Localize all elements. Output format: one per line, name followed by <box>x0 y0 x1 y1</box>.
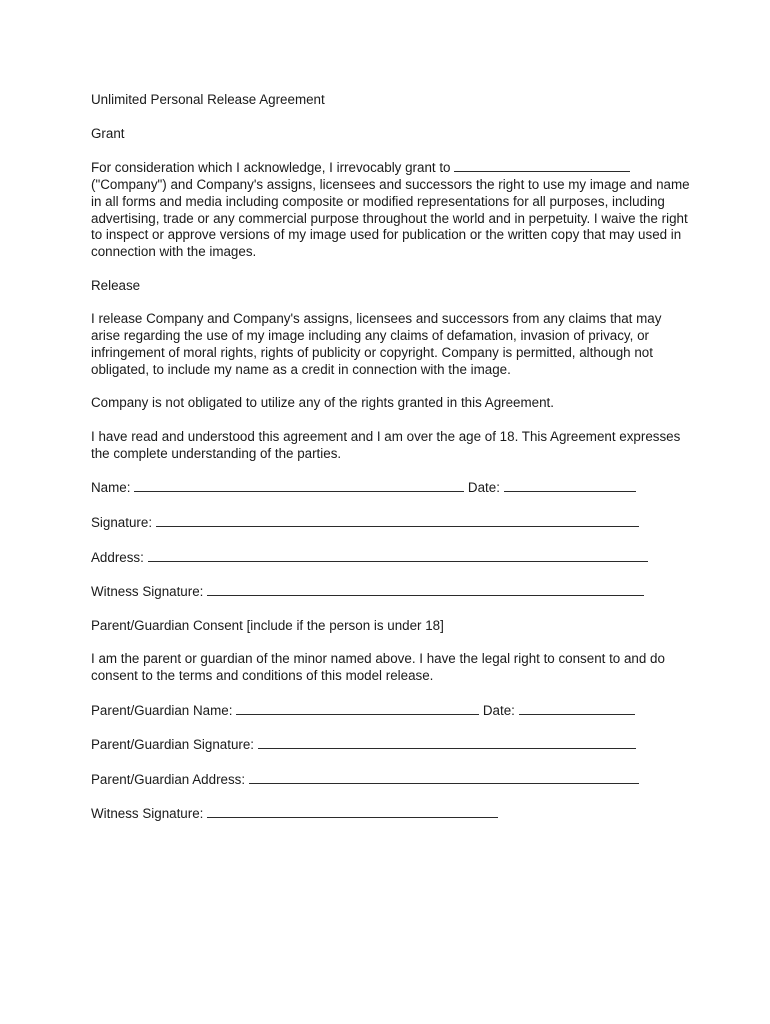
date-blank[interactable] <box>504 479 636 492</box>
release-paragraph: I release Company and Company's assigns, licensees and successors from any claims that may arise regarding the use of my image including any claims of defamation, invasion of privacy, or infringement of moral rights, rights of publicity or copyright. Company is permitted, although not obligated, to include my name as a credit in connection with the image. <box>91 311 662 377</box>
guardian-witness-signature-row <box>91 805 691 823</box>
date-label: Date: <box>467 480 500 496</box>
signature-label: Signature: <box>91 514 153 530</box>
guardian-address-label: Parent/Guardian Address: <box>91 771 246 787</box>
guardian-address-row <box>91 771 691 789</box>
guardian-name-blank[interactable] <box>236 702 479 715</box>
guardian-name-date-row <box>91 702 691 720</box>
release-agreement-document <box>91 92 691 840</box>
address-row <box>91 549 691 567</box>
understanding-paragraph: I have read and understood this agreement and I am over the age of 18. This Agreement expresses the complete understanding of the parties. <box>91 428 681 461</box>
grant-heading: Grant <box>91 125 125 141</box>
release-heading: Release <box>91 277 141 293</box>
guardian-signature-row <box>91 736 691 754</box>
obligation-paragraph: Company is not obligated to utilize any of the rights granted in this Agreement. <box>91 395 554 411</box>
guardian-date-blank[interactable] <box>519 702 635 715</box>
guardian-paragraph: I am the parent or guardian of the minor named above. I have the legal right to consent to and do consent to the terms and conditions of this model release. <box>91 651 665 684</box>
guardian-address-blank[interactable] <box>249 771 639 784</box>
guardian-signature-label: Parent/Guardian Signature: <box>91 737 255 753</box>
address-label: Address: <box>91 549 144 565</box>
guardian-signature-blank[interactable] <box>258 736 636 749</box>
document-title: Unlimited Personal Release Agreement <box>91 92 325 107</box>
grant-text-start: For consideration which I acknowledge, I irrevocably grant to <box>91 160 455 176</box>
guardian-name-label: Parent/Guardian Name: <box>91 702 233 718</box>
guardian-witness-signature-label: Witness Signature: <box>91 806 204 822</box>
address-blank[interactable] <box>148 549 648 562</box>
guardian-date-label: Date: <box>482 702 515 718</box>
signature-row <box>91 514 691 532</box>
grant-paragraph <box>91 159 691 261</box>
company-name-blank[interactable] <box>454 159 630 172</box>
name-label: Name: <box>91 480 131 496</box>
witness-signature-row <box>91 583 691 601</box>
signature-blank[interactable] <box>156 514 639 527</box>
guardian-witness-signature-blank[interactable] <box>207 805 498 818</box>
name-blank[interactable] <box>134 479 464 492</box>
name-date-row <box>91 479 691 497</box>
grant-text-rest: ("Company") and Company's assigns, licensees and successors the right to use my image and name in all forms and media including composite or modified representations for all purposes, including advertising, trade or any commercial purpose throughout the world and in perpetuity. I waive the right to inspect or approve versions of my image used for publication or the written copy that may used in connection with the images. <box>91 176 690 260</box>
witness-signature-blank[interactable] <box>207 583 644 596</box>
guardian-heading: Parent/Guardian Consent [include if the person is under 18] <box>91 617 444 633</box>
witness-signature-label: Witness Signature: <box>91 584 204 600</box>
